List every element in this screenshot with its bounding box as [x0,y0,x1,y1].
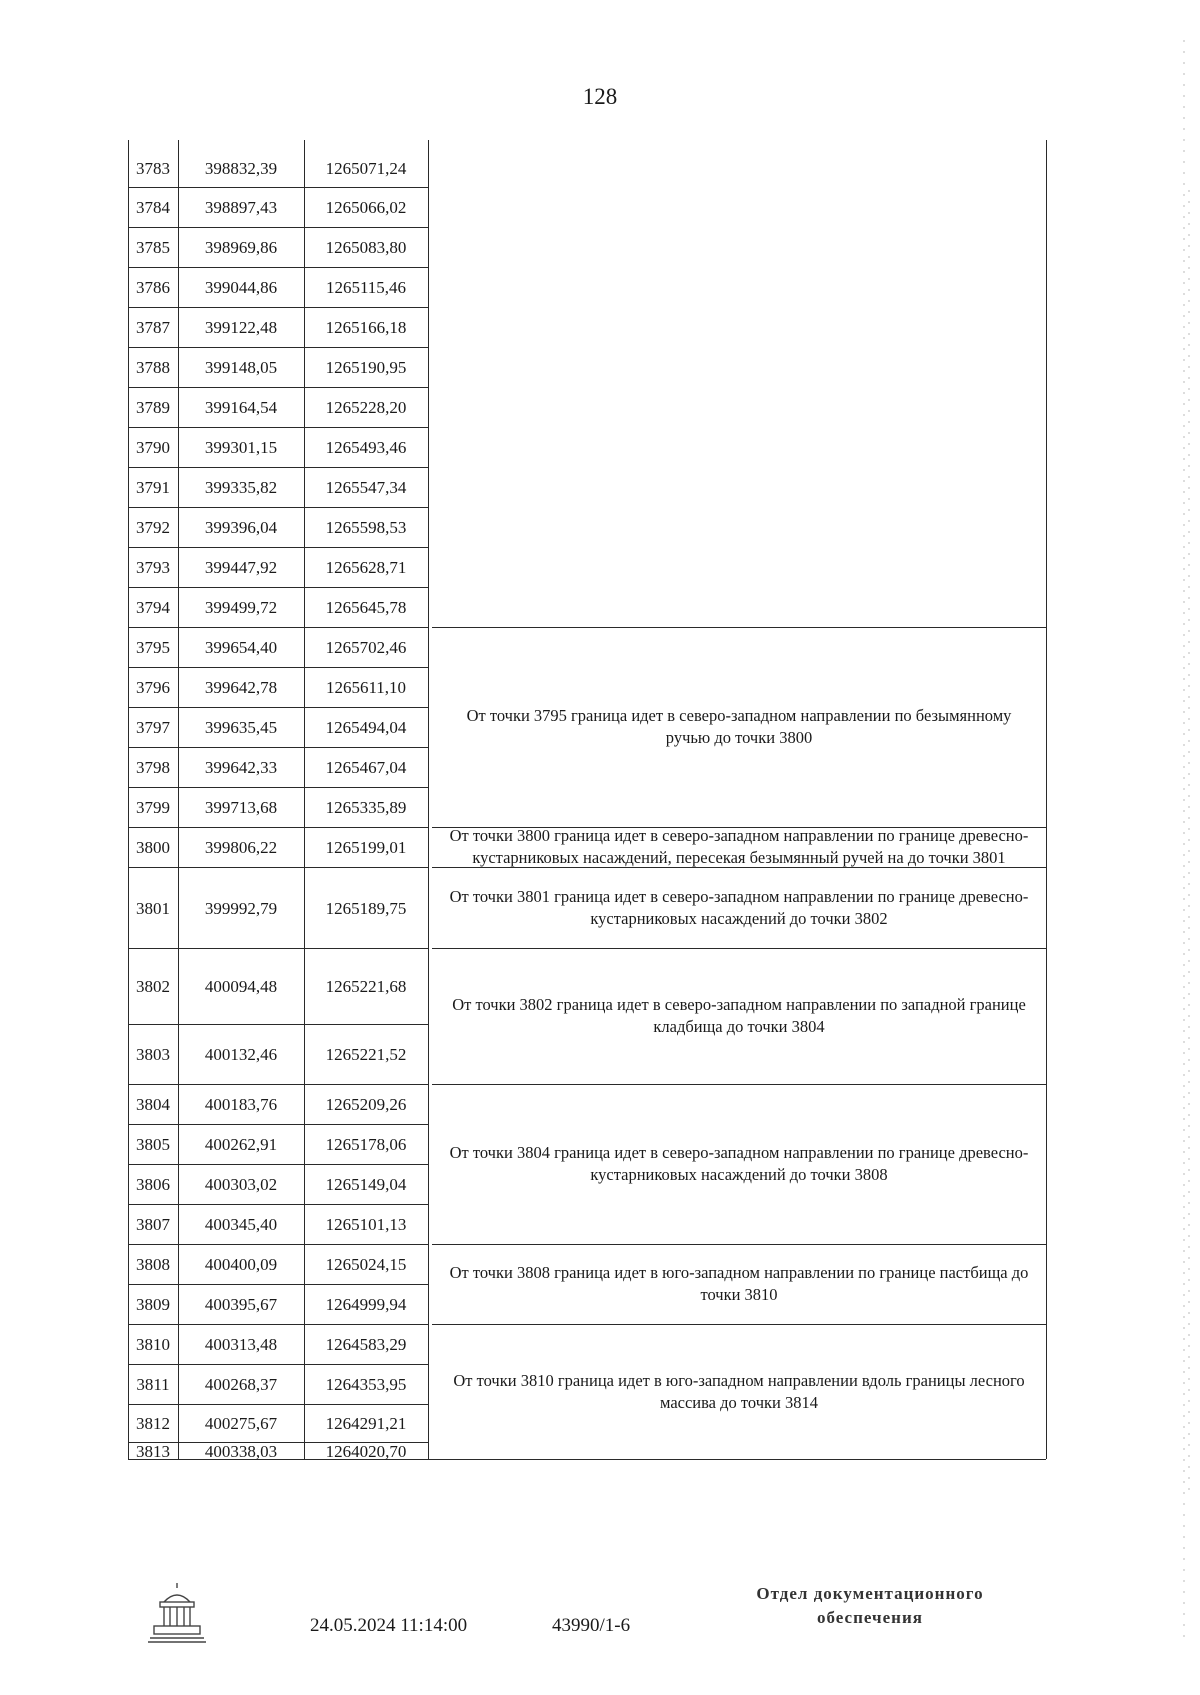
row-divider [128,787,428,788]
coordinate-y: 1265628,71 [325,558,407,577]
row-divider [128,507,428,508]
row-divider [128,827,428,828]
point-number: 3801 [136,898,170,918]
boundary-description: От точки 3795 граница идет в северо-западном направлении по безымянному ручью до точки 3800 [466,706,1012,747]
coordinate-y: 1264291,21 [325,1414,407,1433]
duma-emblem-icon [142,1580,212,1650]
coordinate-y: 1265598,53 [325,518,407,537]
coordinate-x: 400345,40 [204,1215,278,1234]
row-divider [128,1364,428,1365]
row-divider [128,1404,428,1405]
point-number: 3796 [136,678,170,697]
point-number: 3797 [136,718,170,737]
coordinate-y: 1265467,04 [325,758,407,777]
coordinate-x: 399713,68 [204,798,278,817]
row-divider [128,467,428,468]
coordinate-x: 399044,86 [204,278,278,297]
point-number: 3813 [136,1441,170,1461]
coordinate-y: 1265189,75 [325,898,407,918]
row-divider [128,1204,428,1205]
row-divider [128,307,428,308]
coordinate-y: 1265071,24 [325,158,407,178]
coordinate-y: 1265115,46 [325,278,407,297]
point-number: 3800 [136,838,170,857]
row-divider [128,1164,428,1165]
boundary-description: От точки 3800 граница идет в северо-западном направлении по границе древесно-кустарниковых насаждений, пересекая безымянный ручей на до точки 3801 [449,826,1029,867]
row-divider [128,1084,428,1085]
point-number: 3784 [136,198,170,217]
row-divider [128,587,428,588]
table-right-border [1046,140,1047,1459]
row-divider [128,948,428,949]
coordinate-x: 399447,92 [204,558,278,577]
point-number: 3808 [136,1255,170,1274]
margin-scan-marks [1180,40,1192,1640]
coordinate-x: 400313,48 [204,1335,278,1354]
coordinate-x: 398969,86 [204,238,278,257]
row-divider [128,187,428,188]
coordinate-y: 1265149,04 [325,1175,407,1194]
coordinate-x: 399642,33 [204,758,278,777]
coordinate-x: 400400,09 [204,1255,278,1274]
row-divider [128,1324,428,1325]
coordinate-y: 1265199,01 [325,838,407,857]
coordinate-x: 399654,40 [204,638,278,657]
coordinate-x: 399992,79 [204,898,278,918]
coordinate-x: 400395,67 [204,1295,278,1314]
coordinate-x: 400132,46 [204,1045,278,1064]
point-number: 3806 [136,1175,170,1194]
row-divider [128,387,428,388]
coordinate-y: 1265066,02 [325,198,407,217]
point-number: 3791 [136,478,170,497]
boundary-description: От точки 3802 граница идет в северо-западном направлении по западной границе кладбища до точки 3804 [452,995,1026,1036]
boundary-description: От точки 3808 граница идет в юго-западном направлении по границе пастбища до точки 3810 [449,1263,1029,1304]
coordinate-x: 400275,67 [204,1414,278,1433]
point-number: 3794 [136,598,170,617]
point-number: 3793 [136,558,170,577]
point-number: 3811 [136,1375,170,1394]
row-divider [128,1244,428,1245]
coordinate-y: 1265166,18 [325,318,407,337]
boundary-description: От точки 3810 граница идет в юго-западном направлении вдоль границы лесного массива до точки 3814 [453,1370,1025,1412]
row-divider [128,1024,428,1025]
coordinate-y: 1265228,20 [325,398,407,417]
point-number: 3803 [136,1045,170,1064]
point-number: 3812 [136,1414,170,1433]
row-divider [128,747,428,748]
boundary-description: От точки 3804 граница идет в северо-западном направлении по границе древесно-кустарниковых насаждений до точки 3808 [449,1143,1029,1184]
row-divider [128,1284,428,1285]
point-number: 3802 [136,977,170,996]
point-number: 3787 [136,318,170,337]
coordinate-y: 1265083,80 [325,238,407,257]
coordinate-y: 1264583,29 [325,1335,407,1354]
point-number: 3804 [136,1095,170,1114]
coordinate-x: 399499,72 [204,598,278,617]
coordinate-x: 400303,02 [204,1175,278,1194]
point-number: 3798 [136,758,170,777]
coordinate-x: 399642,78 [204,678,278,697]
row-divider [128,627,428,628]
coordinate-x: 400094,48 [204,977,278,996]
coordinate-x: 400183,76 [204,1095,278,1114]
coordinates-table [128,148,1046,1564]
coordinate-x: 399301,15 [204,438,278,457]
coordinate-y: 1265335,89 [325,798,407,817]
coordinate-x: 399635,45 [204,718,278,737]
row-divider [128,1124,428,1125]
coordinate-y: 1265190,95 [325,358,407,377]
row-divider [128,867,428,868]
coordinate-y: 1265494,04 [325,718,407,737]
coordinate-x: 400262,91 [204,1135,278,1154]
coordinate-x: 399806,22 [204,838,278,857]
footer-doc-number: 43990/1-6 [552,1615,631,1636]
coordinate-y: 1264999,94 [325,1295,407,1314]
coordinate-x: 400268,37 [204,1375,278,1394]
row-divider [128,267,428,268]
row-divider [128,667,428,668]
point-number: 3788 [136,358,170,377]
coordinate-y: 1265611,10 [325,678,407,697]
point-number: 3807 [136,1215,170,1234]
coordinate-x: 398832,39 [204,158,278,178]
coordinate-x: 399396,04 [204,518,278,537]
coordinate-y: 1265493,46 [325,438,407,457]
point-number: 3799 [136,798,170,817]
point-number: 3783 [136,158,170,178]
point-number: 3809 [136,1295,170,1314]
row-divider [128,547,428,548]
coordinate-y: 1265101,13 [325,1215,407,1234]
footer-datetime: 24.05.2024 11:14:00 [310,1615,468,1636]
coordinate-x: 399148,05 [204,358,278,377]
row-divider [128,427,428,428]
point-number: 3810 [136,1335,170,1354]
coordinate-y: 1264353,95 [325,1375,407,1394]
row-divider [128,347,428,348]
coordinate-y: 1265702,46 [325,638,407,657]
coordinate-y: 1265209,26 [325,1095,407,1114]
row-divider [128,227,428,228]
coordinate-x: 399122,48 [204,318,278,337]
point-number: 3786 [136,278,170,297]
coordinate-y: 1265221,52 [325,1045,407,1064]
coordinate-x: 400338,03 [204,1441,278,1461]
coordinate-y: 1264020,70 [325,1441,407,1461]
coordinate-y: 1265178,06 [325,1135,407,1154]
coordinate-y: 1265024,15 [325,1255,407,1274]
point-number: 3795 [136,638,170,657]
column-divider [428,140,429,1459]
coordinate-x: 398897,43 [204,198,278,217]
point-number: 3785 [136,238,170,257]
department-line-2: обеспечения [817,1608,923,1627]
coordinate-x: 399335,82 [204,478,278,497]
point-number: 3789 [136,398,170,417]
point-number: 3805 [136,1135,170,1154]
page-number: 128 [582,84,618,109]
coordinate-y: 1265547,34 [325,478,407,497]
department-line-1: Отдел документационного [756,1584,984,1603]
boundary-description: От точки 3801 граница идет в северо-западном направлении по границе древесно-кустарниковых насаждений до точки 3802 [449,886,1029,928]
point-number: 3792 [136,518,170,537]
point-number: 3790 [136,438,170,457]
row-divider [128,707,428,708]
footer-department-stamp [710,1582,1030,1630]
coordinate-y: 1265221,68 [325,977,407,996]
coordinate-y: 1265645,78 [325,598,407,617]
coordinate-x: 399164,54 [204,398,278,417]
